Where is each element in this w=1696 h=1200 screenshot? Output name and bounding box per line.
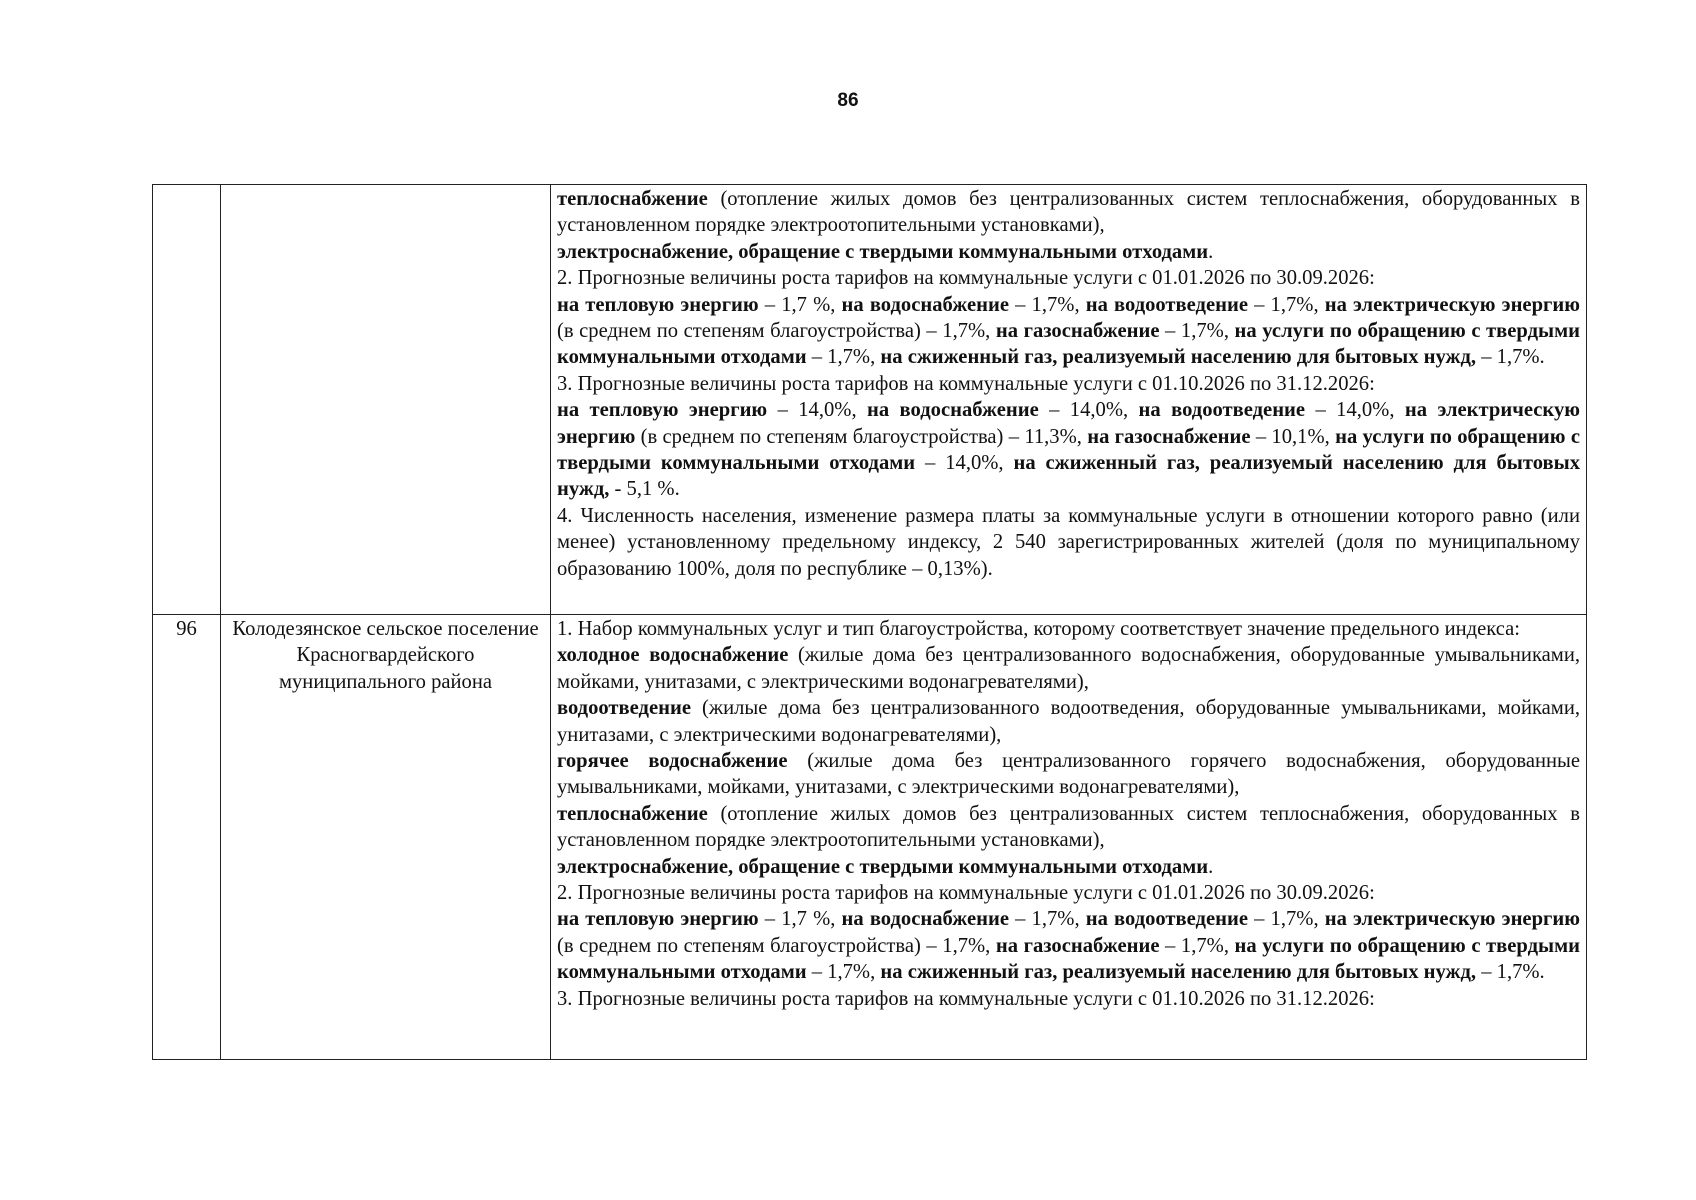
- municipality-name: [221, 615, 551, 1060]
- text-run: – 1,7 %,: [758, 293, 842, 316]
- bold-text: горячее водоснабжение: [557, 750, 788, 773]
- municipality-name-line: Колодезянское сельское поселение: [232, 618, 539, 640]
- text-run: – 1,7%,: [806, 346, 881, 369]
- paragraph: [557, 292, 1580, 371]
- paragraph: [557, 880, 1580, 906]
- text-run: – 1,7%,: [1247, 908, 1325, 931]
- bold-text: холодное водоснабжение: [557, 644, 789, 667]
- paragraph: [557, 801, 1580, 854]
- text-run: 2. Прогнозные величины роста тарифов на коммунальные услуги с 01.01.2026 по 30.09.2026:: [557, 267, 1375, 290]
- text-run: – 1,7%,: [806, 961, 881, 984]
- bold-text: на электрическую энергию: [557, 399, 1580, 448]
- bold-text: на электрическую энергию: [1324, 908, 1580, 931]
- bold-text: на электрическую энергию: [1324, 293, 1580, 316]
- text-run: – 1,7%,: [1008, 908, 1086, 931]
- bold-text: на тепловую энергию: [557, 908, 759, 931]
- paragraph: [557, 906, 1580, 985]
- page-number: 86: [837, 90, 859, 111]
- text-run: (в среднем по степеням благоустройства) – 11,3%,: [635, 425, 1088, 448]
- bold-text: на газоснабжение: [995, 320, 1160, 343]
- bold-text: на водоснабжение: [841, 293, 1009, 316]
- paragraph: [557, 748, 1580, 801]
- text-run: – 10,1%,: [1250, 425, 1336, 448]
- paragraph: [557, 397, 1580, 503]
- bold-text: на сжиженный газ, реализуемый населению для бытовых нужд,: [880, 961, 1477, 984]
- bold-text: на газоснабжение: [1087, 425, 1251, 448]
- bold-text: на сжиженный газ, реализуемый населению для бытовых нужд,: [880, 346, 1477, 369]
- paragraph: [557, 854, 1580, 880]
- text-run: 3. Прогнозные величины роста тарифов на коммунальные услуги с 01.10.2026 по 31.12.2026:: [557, 372, 1375, 395]
- paragraph: [557, 642, 1580, 695]
- bold-text: электроснабжение, обращение с твердыми коммунальными отходами: [557, 240, 1209, 263]
- bold-text: на водоотведение: [1085, 293, 1248, 316]
- tariff-table: [152, 184, 1587, 1060]
- text-run: 2. Прогнозные величины роста тарифов на коммунальные услуги с 01.01.2026 по 30.09.2026:: [557, 882, 1375, 905]
- paragraph: [557, 265, 1580, 291]
- municipality-name-line: Красногвардейского муниципального района: [278, 644, 493, 693]
- bold-text: на тепловую энергию: [557, 293, 759, 316]
- bold-text: на тепловую энергию: [557, 399, 768, 422]
- text-run: (жилые дома без централизованного водоснабжения, оборудованные умывальниками, мойками, унитазами, с электрическими водонагревателями),: [557, 644, 1580, 693]
- table-row: [153, 615, 1587, 1060]
- text-run: (в среднем по степеням благоустройства) – 1,7%,: [557, 320, 996, 343]
- row-number: [153, 185, 221, 615]
- bold-text: на газоснабжение: [995, 934, 1160, 957]
- text-run: – 1,7 %,: [758, 908, 842, 931]
- bold-text: на услуги по обращению с твердыми коммунальными отходами: [557, 320, 1580, 369]
- paragraph: [557, 695, 1580, 748]
- text-run: – 14,0%,: [767, 399, 867, 422]
- text-run: (в среднем по степеням благоустройства) – 1,7%,: [557, 934, 996, 957]
- text-run: – 14,0%,: [1038, 399, 1139, 422]
- bold-text: на сжиженный газ, реализуемый населению для бытовых нужд,: [557, 452, 1581, 501]
- text-run: – 1,7%,: [1008, 293, 1086, 316]
- paragraph: [557, 371, 1580, 397]
- row-details: [551, 615, 1587, 1060]
- table-row: [153, 185, 1587, 615]
- paragraph: [557, 616, 1580, 642]
- bold-text: на услуги по обращению с твердыми коммунальными отходами: [557, 934, 1580, 984]
- paragraph: [557, 239, 1580, 265]
- text-run: – 1,7%,: [1159, 320, 1235, 343]
- bold-text: электроснабжение, обращение с твердыми коммунальными отходами: [557, 855, 1209, 878]
- text-run: – 1,7%,: [1247, 293, 1325, 316]
- bold-text: на водоснабжение: [867, 399, 1039, 422]
- text-run: – 1,7%.: [1476, 961, 1545, 984]
- text-run: – 14,0%,: [915, 452, 1014, 475]
- text-run: – 1,7%,: [1159, 934, 1235, 957]
- text-run: (отопление жилых домов без централизованных систем теплоснабжения, оборудованных в установленном порядке электроотопительными установками),: [557, 188, 1580, 237]
- text-run: (отопление жилых домов без централизованных систем теплоснабжения, оборудованных в установленном порядке электроотопительными установками),: [557, 802, 1580, 852]
- bold-text: на водоснабжение: [841, 908, 1009, 931]
- bold-text: на услуги по обращению с твердыми коммунальными отходами: [557, 425, 1580, 475]
- paragraph: [557, 186, 1580, 239]
- bold-text: теплоснабжение: [557, 802, 708, 825]
- text-run: .: [1208, 240, 1214, 263]
- text-run: – 14,0%,: [1305, 399, 1405, 422]
- paragraph: [557, 503, 1580, 582]
- paragraph: [557, 986, 1580, 1012]
- bold-text: водоотведение: [557, 697, 691, 720]
- text-run: - 5,1 %.: [609, 478, 680, 501]
- text-run: 3. Прогнозные величины роста тарифов на коммунальные услуги с 01.10.2026 по 31.12.2026:: [557, 987, 1375, 1010]
- bold-text: на водоотведение: [1085, 908, 1248, 931]
- bold-text: на водоотведение: [1138, 399, 1306, 422]
- municipality-name: [221, 185, 551, 615]
- text-run: 1. Набор коммунальных услуг и тип благоустройства, которому соответствует значение предельного индекса:: [557, 618, 1520, 640]
- row-number: 96: [153, 615, 221, 1060]
- text-run: (жилые дома без централизованного горячего водоснабжения, оборудованные умывальниками, мойками, унитазами, с электрическими водонагревателями),: [557, 750, 1580, 799]
- row-details: [551, 185, 1587, 615]
- text-run: 4. Численность населения, изменение размера платы за коммунальные услуги в отношении которого равно (или менее) установленному предельному индексу, 2 540 зарегистрированных жителей (доля по муниципальному образованию 100%, доля по республике – 0,13%).: [557, 504, 1580, 580]
- text-run: (жилые дома без централизованного водоотведения, оборудованные умывальниками, мойками, унитазами, с электрическими водонагревателями),: [557, 697, 1580, 746]
- text-run: .: [1208, 855, 1214, 878]
- bold-text: теплоснабжение: [557, 188, 708, 210]
- text-run: – 1,7%.: [1476, 346, 1545, 369]
